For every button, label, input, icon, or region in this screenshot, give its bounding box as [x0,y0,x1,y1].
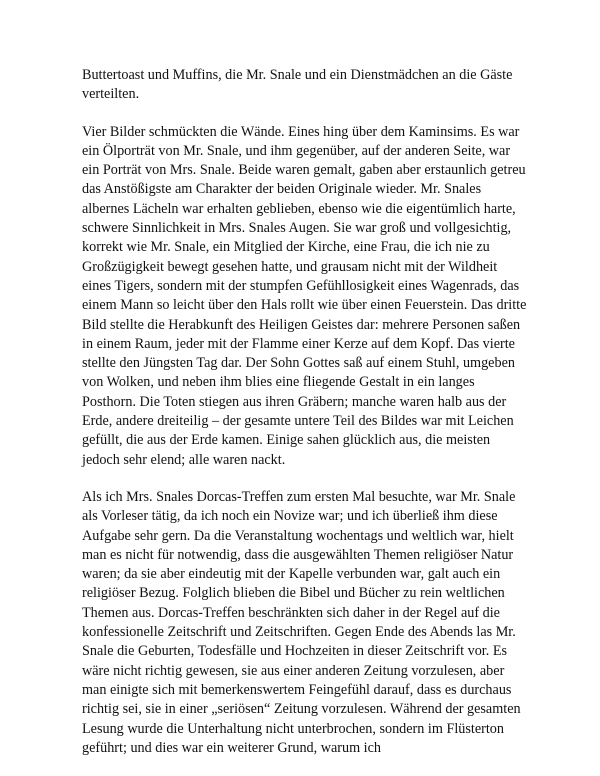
paragraph-3: Als ich Mrs. Snales Dorcas-Treffen zum ersten Mal besuchte, war Mr. Snale als Vorleser tätig, da ich noch ein Novize war; und ich überließ ihm diese Aufgabe sehr gern. Da die Veranstaltung wochentags und weltlich war, hielt man es nicht für notwendig, dass die ausgewählten Themen religiöser Natur waren; da sie aber eindeutig mit der Kapelle verbunden war, galt auch ein religiöser Bezug. Folglich blieben die Bibel und Bücher zu rein weltlichen Themen aus. Dorcas-Treffen beschränkten sich daher in der Regel auf die konfessionelle Zeitschrift und Zeitschriften. Gegen Ende des Abends las Mr. Snale die Geburten, Todesfälle und Hochzeiten in dieser Zeitschrift vor. Es wäre nicht richtig gewesen, sie aus einer anderen Zeitung vorzulesen, aber man einigte sich mit bemerkenswertem Feingefühl darauf, dass es durchaus richtig sei, sie in einer „seriösen“ Zeitung vorzulesen. Während der gesamten Lesung wurde die Unterhaltung nicht unterbrochen, sondern im Flüsterton geführt; und dies war ein weiterer Grund, warum ich [82,488,521,756]
paragraph-1: Buttertoast und Muffins, die Mr. Snale und ein Dienstmädchen an die Gäste verteilten. [82,67,513,103]
paragraph-2: Vier Bilder schmückten die Wände. Eines hing über dem Kaminsims. Es war ein Ölporträt von Mr. Snale, und ihm gegenüber, auf der anderen Seite, war ein Porträt von Mrs. Snale. Beide waren gemalt, gaben aber erstaunlich getreu das Anstößigste am Charakter der beiden Originale wieder. Mr. Snales albernes Lächeln war erhalten geblieben, ebenso wie die eigentümlich harte, schwere Sinnlichkeit in Mrs. Snales Augen. Sie war groß und vollgesichtig, korrekt wie Mr. Snale, ein Mitglied der Kirche, eine Frau, die ich nie zu Großzügigkeit bewegt gesehen hatte, und grausam nicht mit der Wildheit eines Tigers, sondern mit der stumpfen Gefühllosigkeit eines Wagenrads, das einem Mann so leicht über den Hals rollt wie über einen Feuerstein. Das dritte Bild stellte die Herabkunft des Heiligen Geistes dar: mehrere Personen saßen in einem Raum, jeder mit der Flamme einer Kerze auf dem Kopf. Das vierte stellte den Jüngsten Tag dar. Der Sohn Gottes saß auf einem Stuhl, umgeben von Wolken, und neben ihm blies eine fliegende Gestalt in ein langes Posthorn. Die Toten stiegen aus ihren Gräbern; manche waren halb aus der Erde, andere dreiteilig – der gesamte untere Teil des Bildes war mit Leichen gefüllt, die aus der Erde kamen. Einige sahen glücklich aus, die meisten jedoch sehr elend; alle waren nackt. [82,123,527,468]
document-page [82,66,527,758]
